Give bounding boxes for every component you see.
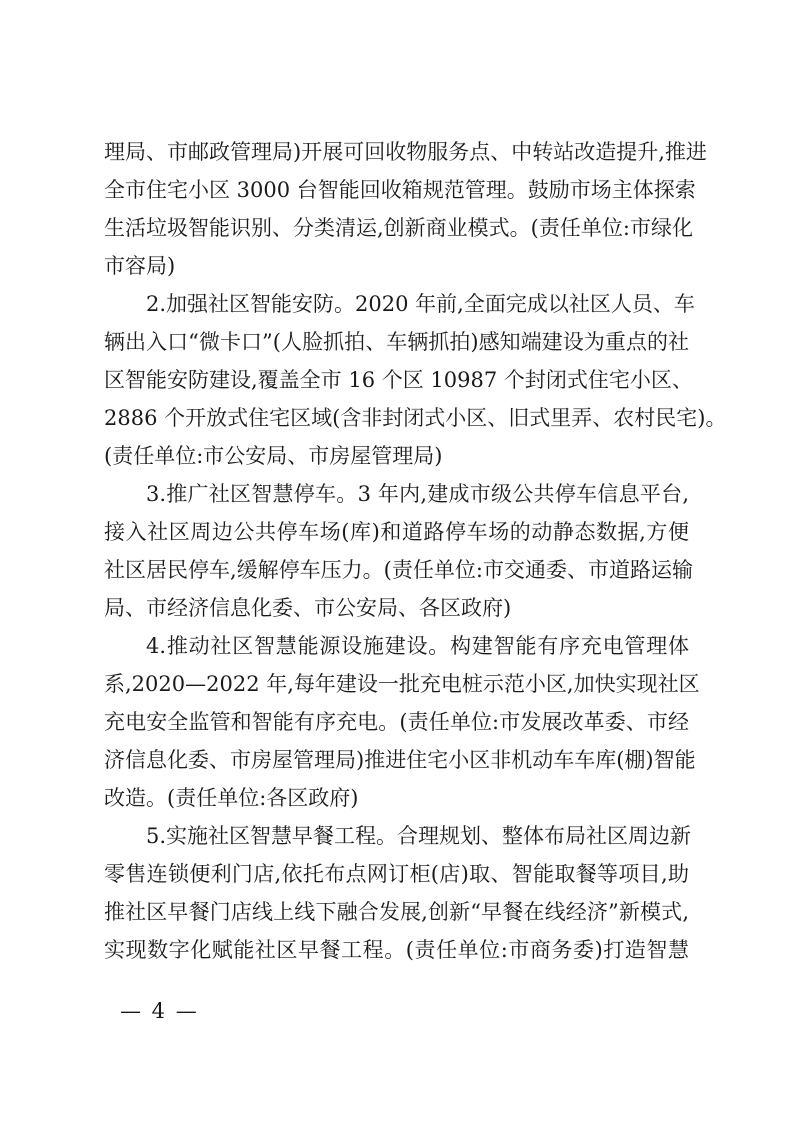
text-line: 生活垃圾智能识别、分类清运,创新商业模式。(责任单位:市绿化 — [104, 216, 693, 240]
text-line: 2886 个开放式住宅区域(含非封闭式小区、旧式里弄、农村民宅)。 — [104, 406, 727, 430]
text-line: 济信息化委、市房屋管理局)推进住宅小区非机动车车库(棚)智能 — [104, 748, 696, 772]
section-heading-line: 4.推动社区智慧能源设施建设。构建智能有序充电管理体 — [146, 634, 689, 658]
text-line: (责任单位:市公安局、市房屋管理局) — [104, 444, 443, 468]
section-heading-line: 3.推广社区智慧停车。3 年内,建成市级公共停车信息平台, — [146, 482, 689, 506]
text-line: 改造。(责任单位:各区政府) — [104, 786, 359, 810]
text-line: 系,2020—2022 年,每年建设一批充电桩示范小区,加快实现社区 — [104, 672, 700, 696]
text-line: 实现数字化赋能社区早餐工程。(责任单位:市商务委)打造智慧 — [104, 938, 689, 962]
text-line: 全市住宅小区 3000 台智能回收箱规范管理。鼓励市场主体探索 — [104, 178, 696, 202]
text-line: 零售连锁便利门店,依托布点网订柜(店)取、智能取餐等项目,助 — [104, 862, 689, 886]
text-line: 辆出入口“微卡口”(人脸抓拍、车辆抓拍)感知端建设为重点的社 — [104, 330, 689, 354]
text-line: 市容局) — [104, 254, 176, 278]
text-line: 接入社区周边公共停车场(库)和道路停车场的动静态数据,方便 — [104, 520, 689, 544]
text-line: 社区居民停车,缓解停车压力。(责任单位:市交通委、市道路运输 — [104, 558, 693, 582]
text-line: 充电安全监管和智能有序充电。(责任单位:市发展改革委、市经 — [104, 710, 689, 734]
text-line: 局、市经济信息化委、市公安局、各区政府) — [104, 596, 512, 620]
page-number: — 4 — — [120, 999, 199, 1023]
text-line: 区智能安防建设,覆盖全市 16 个区 10987 个封闭式住宅小区、 — [104, 368, 693, 392]
section-heading-line: 2.加强社区智能安防。2020 年前,全面完成以社区人员、车 — [146, 292, 695, 316]
text-line: 理局、市邮政管理局)开展可回收物服务点、中转站改造提升,推进 — [104, 140, 707, 164]
section-heading-line: 5.实施社区智慧早餐工程。合理规划、整体布局社区周边新 — [146, 824, 692, 848]
text-line: 推社区早餐门店线上线下融合发展,创新“早餐在线经济”新模式, — [104, 900, 689, 924]
